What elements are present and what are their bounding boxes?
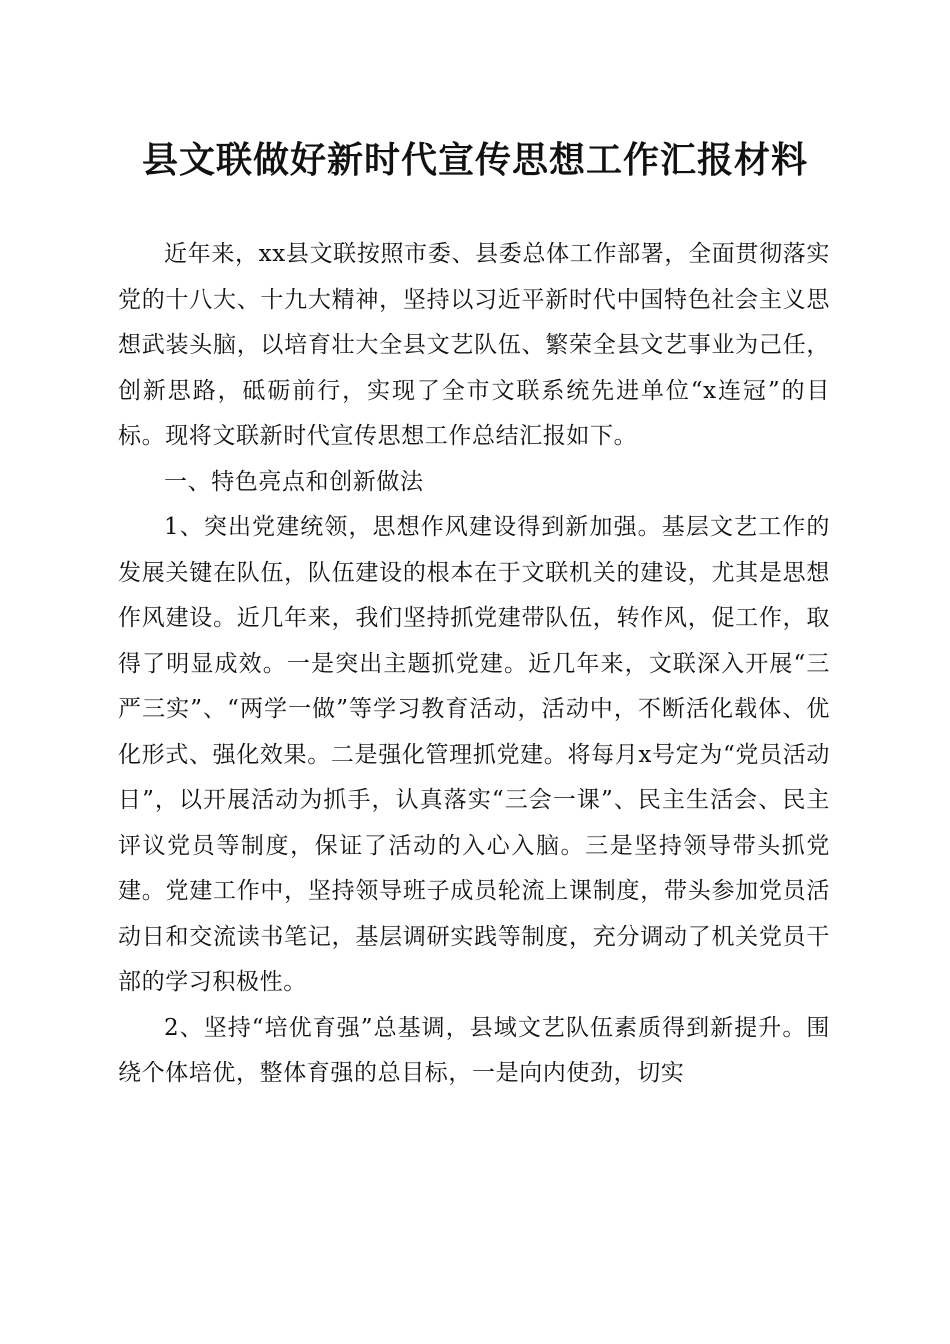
section-heading-1: 一、特色亮点和创新做法 xyxy=(164,468,424,495)
item-paragraph-1: 1、突出党建统领，思想作风建设得到新加强。基层文艺工作的发展关键在队伍，队伍建设的根本在于文联机关的建设，尤其是思想作风建设。近几年来，我们坚持抓党建带队伍，转作风，促工作，取得了明显成效。一是突出主题抓党建。近几年来，文联深入开展“三严三实”、“两学一做”等学习教育活动，活动中，不断活化载体、优化形式、强化效果。二是强化管理抓党建。将每月x号定为“党员活动日”，以开展活动为抓手，认真落实“三会一课”、民主生活会、民主评议党员等制度，保证了活动的入心入脑。三是坚持领导带头抓党建。党建工作中，坚持领导班子成员轮流上课制度，带头参加党员活动日和交流读书笔记，基层调研实践等制度，充分调动了机关党员干部的学习积极性。 xyxy=(118,514,830,995)
document-body xyxy=(118,232,830,1097)
item-paragraph-2: 2、坚持“培优育强”总基调，县域文艺队伍素质得到新提升。围绕个体培优，整体育强的总目标，一是向内使劲，切实 xyxy=(118,1014,830,1086)
document-title: 县文联做好新时代宣传思想工作汇报材料 xyxy=(141,139,808,181)
intro-paragraph: 近年来，xx县文联按照市委、县委总体工作部署，全面贯彻落实党的十八大、十九大精神，坚持以习近平新时代中国特色社会主义思想武装头脑，以培育壮大全县文艺队伍、繁荣全县文艺事业为己任，创新思路，砥砺前行，实现了全市文联系统先进单位“x连冠”的目标。现将文联新时代宣传思想工作总结汇报如下。 xyxy=(118,241,830,449)
